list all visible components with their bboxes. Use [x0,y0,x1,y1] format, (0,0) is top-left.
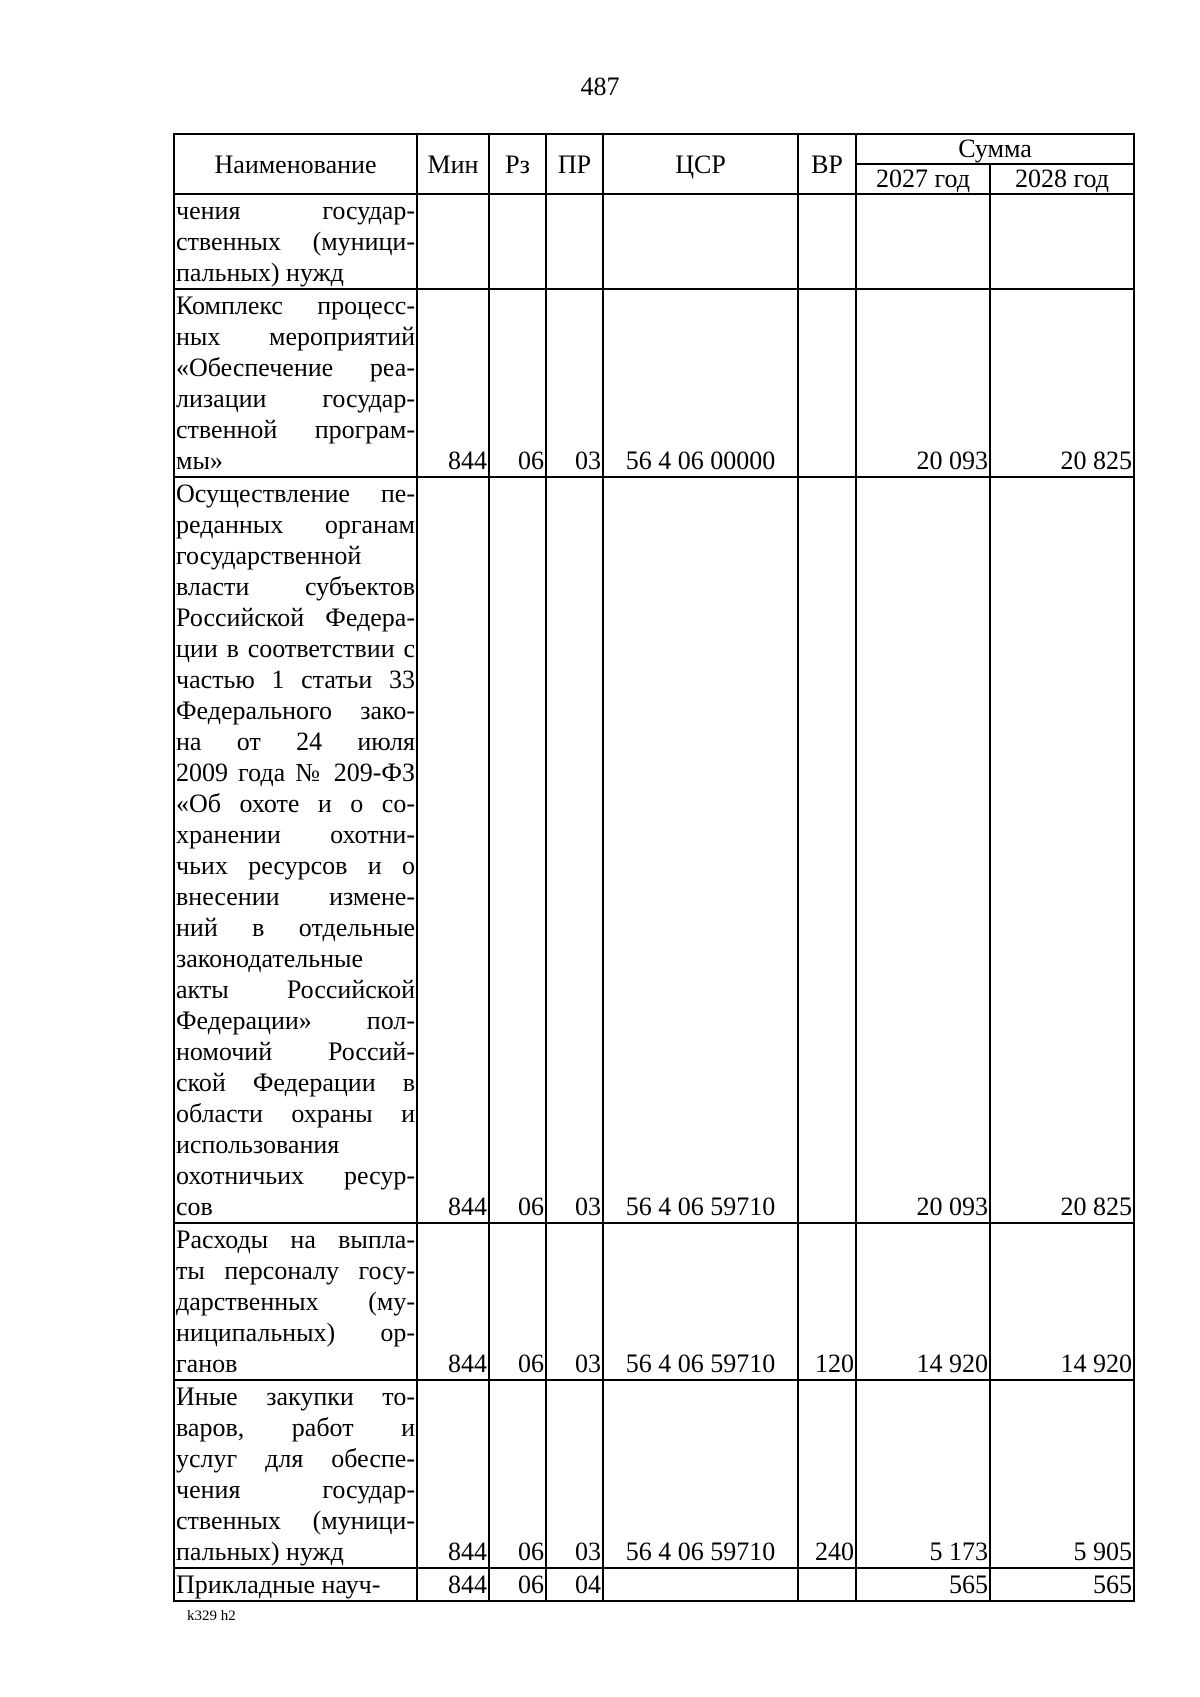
name-line: ции в соответствии с [176,634,415,663]
cell-csr [603,1568,798,1601]
table-row [174,289,1134,477]
name-line: хранении охотни- [176,820,415,849]
header-csr: ЦСР [603,134,798,194]
name-line: ственных (муници- [176,1506,415,1535]
cell-pr: 03 [546,477,603,1223]
cell-2027: 565 [856,1568,990,1601]
name-line: номочий Россий- [176,1037,415,1066]
name-line: 2009 года № 209-ФЗ [176,758,415,787]
name-line: области охраны и [176,1099,415,1128]
cell-2028: 565 [990,1568,1134,1601]
table-row [174,1380,1134,1568]
cell-vr [798,194,856,289]
name-line: внесении измене- [176,882,415,911]
name-line: государственной [176,541,362,570]
name-line: ской Федерации в [176,1068,415,1097]
name-line: варов, работ и [176,1413,415,1442]
cell-2028 [990,194,1134,289]
cell-min: 844 [417,1380,489,1568]
cell-csr: 56 4 06 59710 [603,1380,798,1568]
name-line: чения государ- [176,1475,415,1504]
name-line: ственных (муници- [176,227,415,256]
table-row [174,477,1134,1223]
name-line: ганов [176,1349,238,1378]
cell-min: 844 [417,289,489,477]
name-line: реданных органам [176,510,415,539]
table-header [174,134,1134,194]
cell-csr [603,194,798,289]
name-line: ний в отдельные [176,913,415,942]
cell-min: 844 [417,477,489,1223]
name-line: использования [176,1130,340,1159]
header-rz: Рз [489,134,546,194]
header-pr: ПР [546,134,603,194]
name-line: законодательные [176,944,364,973]
name-line: ниципальных) ор- [176,1318,415,1347]
cell-rz: 06 [489,477,546,1223]
name-line: «Об охоте и о со- [176,789,415,818]
cell-2028: 14 920 [990,1223,1134,1380]
name-line: лизации государ- [176,384,415,413]
name-line: Прикладные науч- [176,1570,381,1599]
header-min: Мин [417,134,489,194]
cell-vr [798,477,856,1223]
name-line: охотничьих ресур- [176,1161,415,1190]
name-line: сов [176,1192,213,1221]
cell-name [174,477,417,1223]
cell-min [417,194,489,289]
name-line: чения государ- [176,196,415,225]
name-line: пальных) нужд [176,258,344,287]
name-line: ственной програм- [176,415,415,444]
cell-pr [546,194,603,289]
table-row [174,1223,1134,1380]
cell-vr [798,1568,856,1601]
name-line: «Обеспечение реа- [176,353,415,382]
name-line: пальных) нужд [176,1537,344,1566]
cell-pr: 04 [546,1568,603,1601]
name-line: Российской Федера- [176,603,415,632]
name-line: услуг для обеспе- [176,1444,415,1473]
cell-name [174,1223,417,1380]
header-year-2027: 2027 год [856,164,990,194]
cell-rz: 06 [489,289,546,477]
name-line: дарственных (му- [176,1287,415,1316]
table-body [174,194,1134,1601]
name-line: ных мероприятий [176,322,415,351]
cell-2027: 20 093 [856,477,990,1223]
name-line: чьих ресурсов и о [176,851,415,880]
cell-min: 844 [417,1223,489,1380]
table-row [174,194,1134,289]
cell-2027 [856,194,990,289]
name-line: Комплекс процесс- [176,291,415,320]
header-year-2028: 2028 год [990,164,1134,194]
name-line: частью 1 статьи 33 [176,665,415,694]
cell-name [174,289,417,477]
cell-2028: 20 825 [990,477,1134,1223]
cell-csr: 56 4 06 59710 [603,477,798,1223]
cell-min: 844 [417,1568,489,1601]
name-line: Осуществление пе- [176,479,415,508]
cell-csr: 56 4 06 00000 [603,289,798,477]
cell-pr: 03 [546,1380,603,1568]
cell-pr: 03 [546,1223,603,1380]
name-line: на от 24 июля [176,727,415,756]
name-line: Иные закупки то- [176,1382,415,1411]
cell-rz: 06 [489,1380,546,1568]
name-line: Расходы на выпла- [176,1225,415,1254]
cell-vr: 120 [798,1223,856,1380]
cell-pr: 03 [546,289,603,477]
cell-name [174,1568,417,1601]
table-row [174,1568,1134,1601]
cell-rz: 06 [489,1568,546,1601]
budget-table [173,133,1135,1602]
name-line: мы» [176,446,223,475]
cell-vr [798,289,856,477]
footer-code: k329 h2 [187,1608,236,1624]
cell-name [174,194,417,289]
cell-name [174,1380,417,1568]
page-number: 487 [580,72,620,101]
cell-vr: 240 [798,1380,856,1568]
cell-2027: 5 173 [856,1380,990,1568]
name-line: Федерации» пол- [176,1006,415,1035]
cell-csr: 56 4 06 59710 [603,1223,798,1380]
cell-2028: 20 825 [990,289,1134,477]
name-line: ты персоналу госу- [176,1256,415,1285]
cell-2027: 14 920 [856,1223,990,1380]
cell-2027: 20 093 [856,289,990,477]
header-sum: Сумма [856,134,1134,164]
cell-rz: 06 [489,1223,546,1380]
header-vr: ВР [798,134,856,194]
cell-2028: 5 905 [990,1380,1134,1568]
name-line: Федерального зако- [176,696,415,725]
name-line: власти субъектов [176,572,415,601]
name-line: акты Российской [176,975,415,1004]
cell-rz [489,194,546,289]
header-name: Наименование [174,134,417,194]
